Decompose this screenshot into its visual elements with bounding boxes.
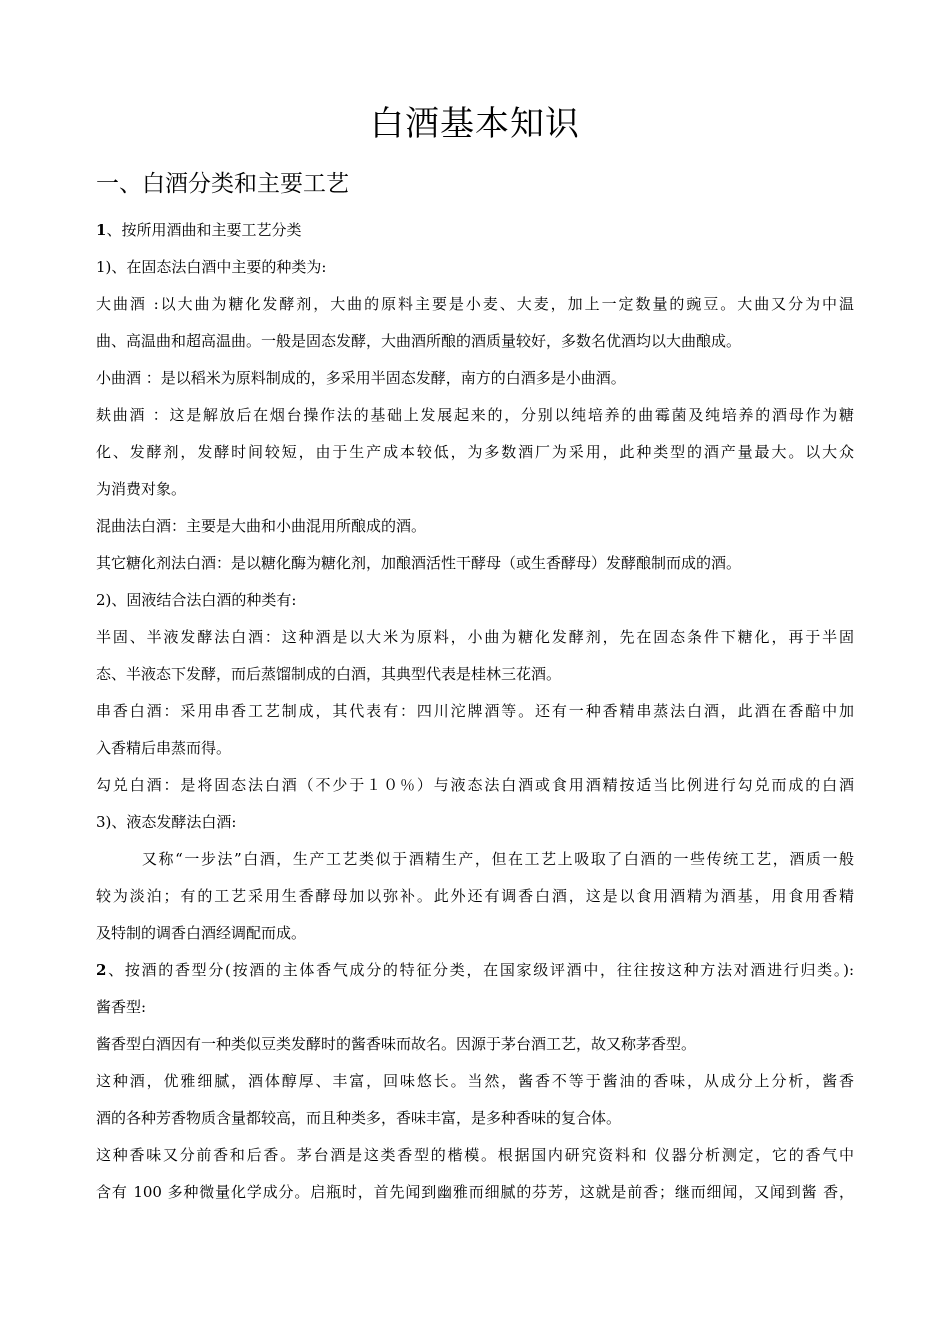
paragraph-line: 态、半液态下发酵，而后蒸馏制成的白酒，其典型代表是桂林三花酒。 [96, 665, 562, 683]
paragraph-line: 麸曲酒 ：这是解放后在烟台操作法的基础上发展起来的，分别以纯培养的曲霉菌及纯培养的酒母作为糖 [96, 406, 854, 424]
paragraph-line: 较为淡泊；有的工艺采用生香酵母加以弥补。此外还有调香白酒，这是以食用酒精为酒基，用食用香精 [96, 887, 854, 905]
paragraph-line: 2、按酒的香型分(按酒的主体香气成分的特征分类，在国家级评酒中，往往按这种方法对酒进行归类。): [96, 961, 854, 979]
paragraph-line: 入香精后串蒸而得。 [96, 739, 232, 757]
paragraph-line: 半固、半液发酵法白酒：这种酒是以大米为原料，小曲为糖化发酵剂，先在固态条件下糖化，再于半固 [96, 628, 854, 646]
paragraph-line: 1)、在固态法白酒中主要的种类为: [96, 258, 327, 276]
paragraph-line: 这种香味又分前香和后香。茅台酒是这类香型的楷模。根据国内研究资料和 仪器分析测定，它的香气中 [96, 1146, 854, 1164]
item-number: 2 [96, 961, 107, 979]
paragraph-line: 这种酒，优雅细腻，酒体醇厚、丰富，回味悠长。当然，酱香不等于酱油的香味，从成分上分析，酱香 [96, 1072, 854, 1090]
paragraph-line: 勾兑白酒：是将固态法白酒（不少于１０％）与液态法白酒或食用酒精按适当比例进行勾兑而成的白酒 [96, 776, 854, 794]
section-heading: 一、白酒分类和主要工艺 [96, 171, 349, 197]
paragraph-line: 小曲酒 ：是以稻米为原料制成的，多采用半固态发酵，南方的白酒多是小曲酒。 [96, 369, 626, 387]
paragraph-line: 3)、液态发酵法白酒: [96, 813, 237, 831]
paragraph-line: 2)、固液结合法白酒的种类有: [96, 591, 297, 609]
paragraph-line: 及特制的调香白酒经调配而成。 [96, 924, 307, 942]
paragraph-line: 1、按所用酒曲和主要工艺分类 [96, 221, 302, 239]
paragraph-line: 大曲酒 :以大曲为糖化发酵剂，大曲的原料主要是小麦、大麦，加上一定数量的豌豆。大曲又分为中温 [96, 295, 854, 313]
document-body [96, 212, 854, 1211]
paragraph-line: 酱香型白酒因有一种类似豆类发酵时的酱香味而故名。因源于茅台酒工艺，故又称茅香型。 [96, 1035, 697, 1053]
paragraph-line: 化、发酵剂，发酵时间较短，由于生产成本较低，为多数酒厂为采用，此种类型的酒产量最大。以大众 [96, 443, 854, 461]
item-number: 1 [96, 221, 107, 239]
document-title: 白酒基本知识 [370, 104, 580, 144]
paragraph-line: 混曲法白酒：主要是大曲和小曲混用所酿成的酒。 [96, 517, 427, 535]
paragraph-line: 为消费对象。 [96, 480, 187, 498]
paragraph-line: 又称“一步法”白酒，生产工艺类似于酒精生产，但在工艺上吸取了白酒的一些传统工艺，酒质一般 [142, 850, 854, 868]
paragraph-line: 其它糖化剂法白酒：是以糖化酶为糖化剂，加酿酒活性干酵母（或生香酵母）发酵酿制而成的酒。 [96, 554, 742, 572]
paragraph-line: 串香白酒：采用串香工艺制成，其代表有：四川沱牌酒等。还有一种香精串蒸法白酒，此酒在香醅中加 [96, 702, 854, 720]
paragraph-line: 酒的各种芳香物质含量都较高，而且种类多，香味丰富，是多种香味的复合体。 [96, 1109, 622, 1127]
paragraph-line: 酱香型: [96, 998, 147, 1016]
paragraph-line: 含有 100 多种微量化学成分。启瓶时，首先闻到幽雅而细腻的芬芳，这就是前香；继而细闻，又闻到酱 香， [96, 1183, 854, 1201]
paragraph-line: 曲、高温曲和超高温曲。一般是固态发酵，大曲酒所酿的酒质量较好，多数名优酒均以大曲酿成。 [96, 332, 742, 350]
